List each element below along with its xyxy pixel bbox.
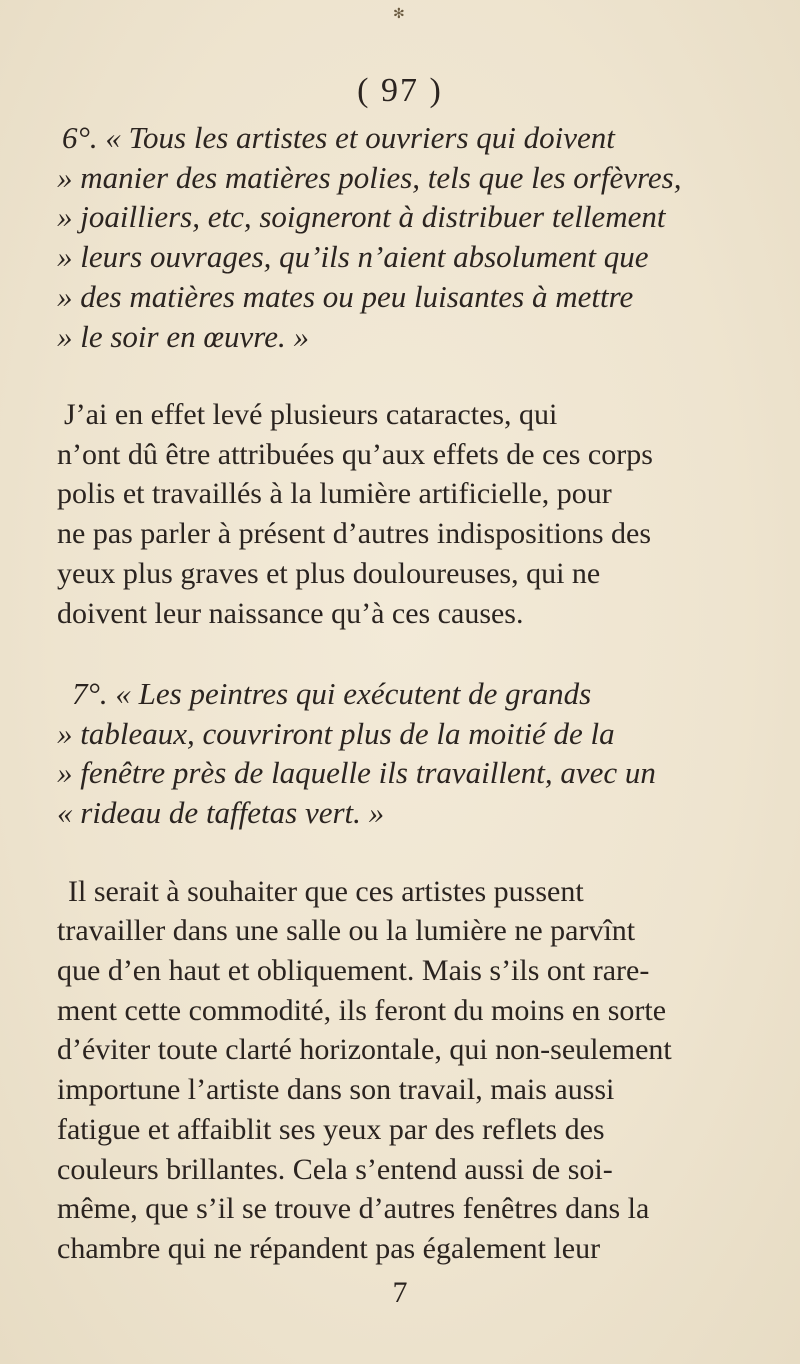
signature-mark: 7 [392, 1276, 408, 1309]
text-line: » fenêtre près de laquelle ils travaillent, avec un [57, 755, 656, 790]
text-line: n’ont dû être attribuées qu’aux effets de ces corps [57, 438, 653, 471]
printer-mark: ✻ [393, 6, 405, 22]
text-line: Il serait à souhaiter que ces artistes pussent [68, 875, 584, 908]
text-line: 7°. « Les peintres qui exécutent de grands [72, 676, 592, 711]
text-line: que d’en haut et obliquement. Mais s’ils ont rare- [57, 954, 650, 987]
text-line: ne pas parler à présent d’autres indispositions des [57, 517, 652, 550]
text-line: » tableaux, couvriront plus de la moitié de la [57, 716, 615, 751]
text-line: travailler dans une salle ou la lumière ne parvînt [57, 914, 636, 947]
text-line: » joailliers, etc, soigneront à distribuer tellement [57, 199, 666, 234]
text-line: d’éviter toute clarté horizontale, qui non-seulement [57, 1033, 672, 1066]
text-line: 6°. « Tous les artistes et ouvriers qui doivent [62, 120, 615, 155]
text-line: » manier des matières polies, tels que les orfèvres, [57, 160, 682, 195]
text-line: ment cette commodité, ils feront du moins en sorte [57, 994, 667, 1027]
text-line: couleurs brillantes. Cela s’entend aussi de soi- [57, 1153, 613, 1186]
text-line: » le soir en œuvre. » [57, 319, 309, 354]
text-line: J’ai en effet levé plusieurs cataractes, qui [64, 398, 558, 431]
text-line: fatigue et affaiblit ses yeux par des reflets des [57, 1113, 605, 1146]
text-line: » des matières mates ou peu luisantes à mettre [57, 279, 634, 314]
text-line: chambre qui ne répandent pas également leur [57, 1232, 601, 1265]
text-line: polis et travaillés à la lumière artificielle, pour [57, 477, 612, 510]
text-line: doivent leur naissance qu’à ces causes. [57, 597, 524, 630]
text-line: « rideau de taffetas vert. » [57, 795, 385, 830]
text-line: » leurs ouvrages, qu’ils n’aient absolument que [57, 239, 649, 274]
text-line: importune l’artiste dans son travail, mais aussi [57, 1073, 615, 1106]
page-number: ( 97 ) [357, 72, 443, 109]
text-line: yeux plus graves et plus douloureuses, qui ne [57, 557, 601, 590]
text-line: même, que s’il se trouve d’autres fenêtres dans la [57, 1192, 650, 1225]
